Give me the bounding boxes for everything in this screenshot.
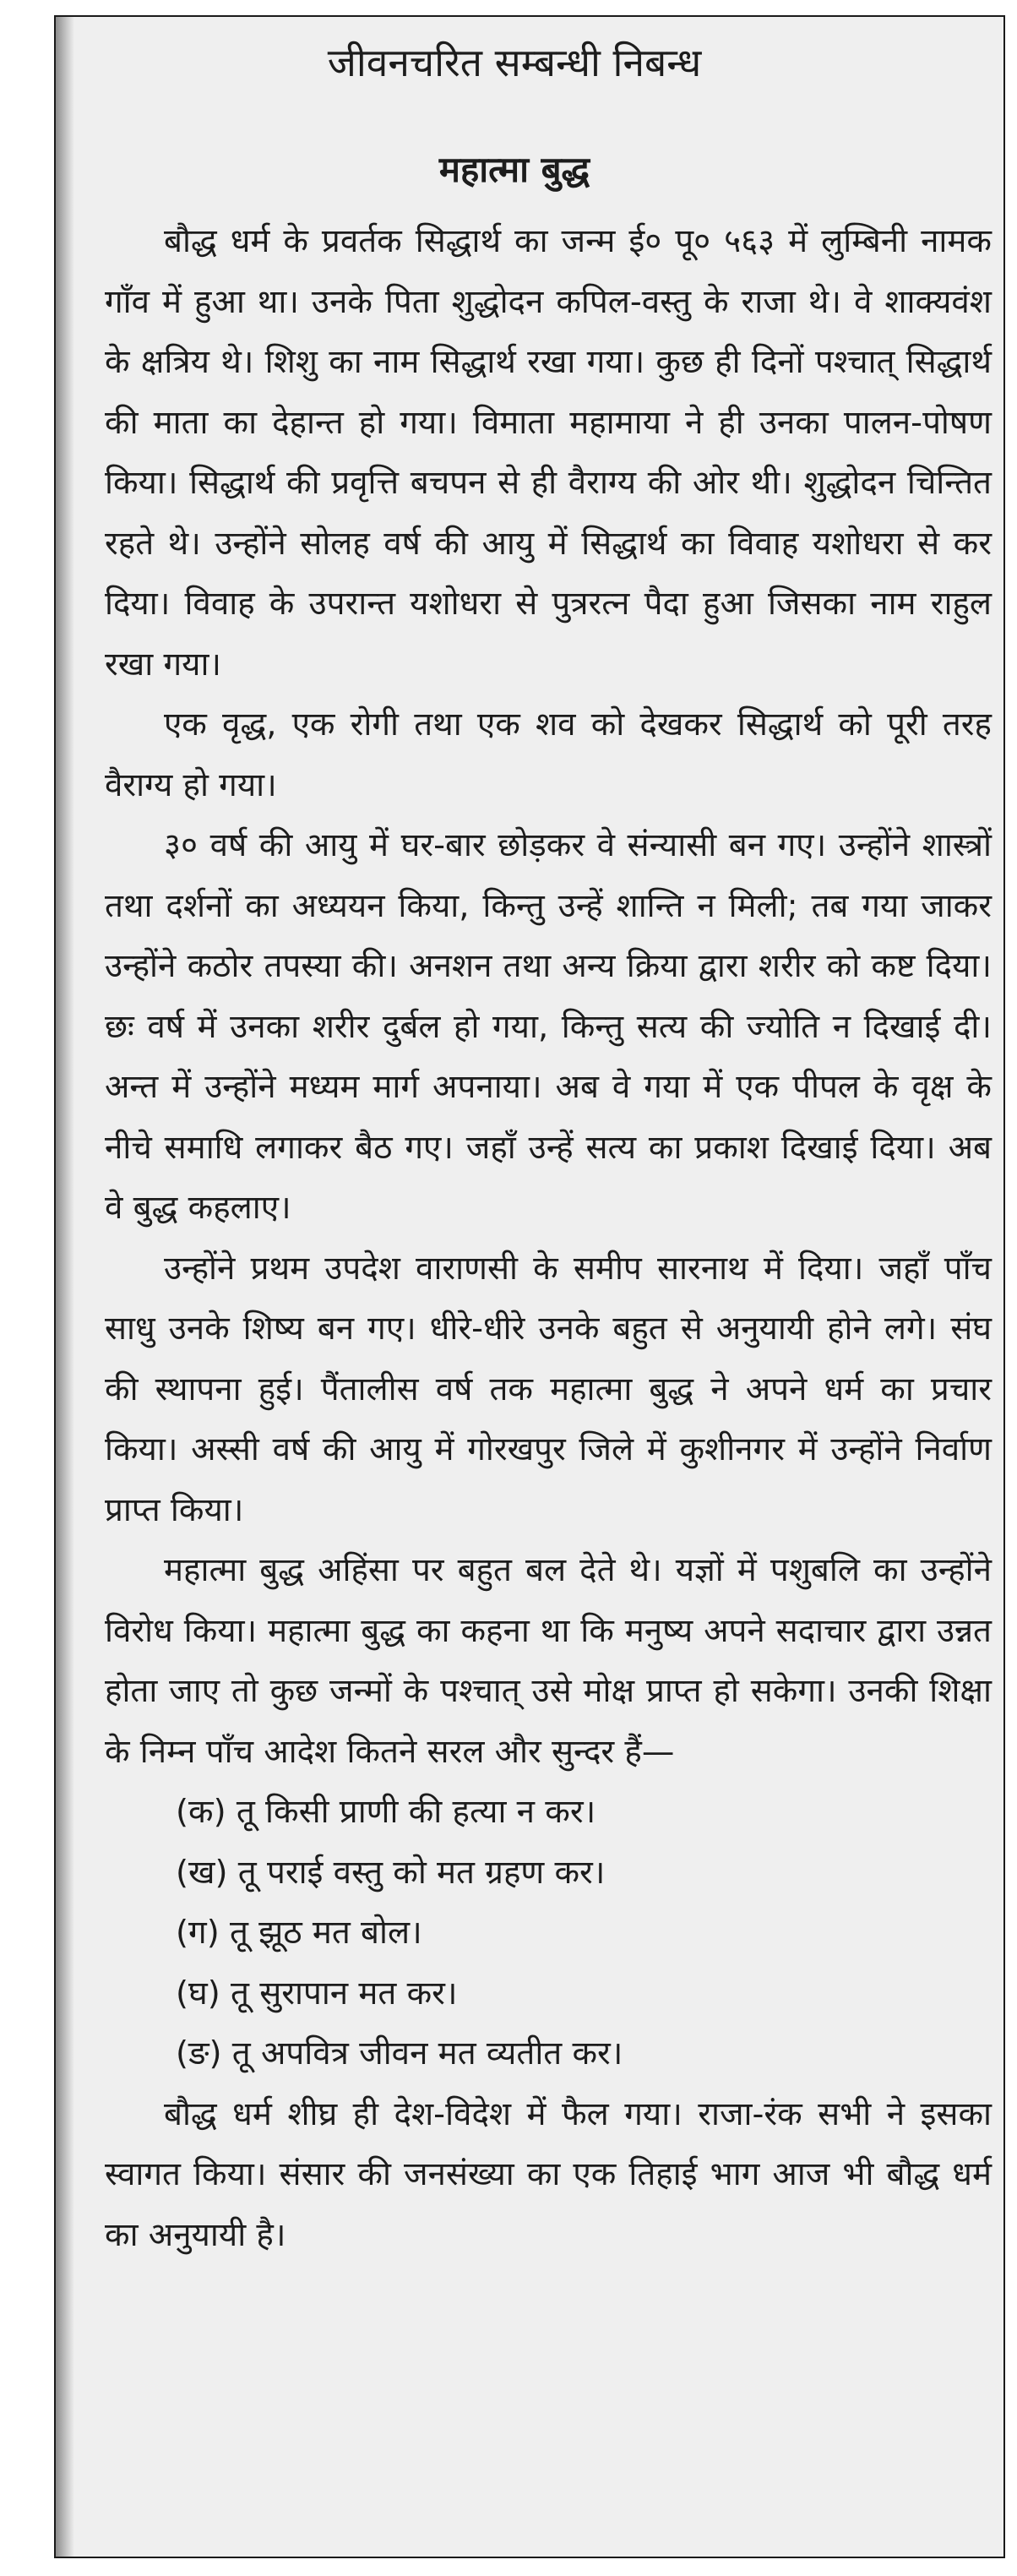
scanned-page [54, 15, 1005, 2558]
list-item: (ग) तू झूठ मत बोल। [176, 1914, 422, 1952]
essay-page [105, 35, 992, 2265]
paragraph-enlightenment: ३० वर्ष की आयु में घर-बार छोड़कर वे संन्यासी बन गए। उन्होंने शास्त्रों तथा दर्शनों का अध्ययन किया, किन्तु उन्हें शान्ति न मिली; तब गया जाकर उन्होंने कठोर तपस्या की। अनशन तथा अन्य क्रिया द्वारा शरीर को कष्ट दिया। छः वर्ष में उनका शरीर दुर्बल हो गया, किन्तु सत्य की ज्योति न दिखाई दी। अन्त में उन्होंने मध्यम मार्ग अपनाया। अब वे गया में एक पीपल के वृक्ष के नीचे समाधि लगाकर बैठ गए। जहाँ उन्हें सत्य का प्रकाश दिखाई दिया। अब वे बुद्ध कहलाए। [105, 826, 992, 1227]
section-heading: जीवनचरित सम्बन्धी निबन्ध [327, 40, 702, 85]
paragraph-closing: बौद्ध धर्म शीघ्र ही देश-विदेश में फैल गया। राजा-रंक सभी ने इसका स्वागत किया। संसार की जनसंख्या का एक तिहाई भाग आज भी बौद्ध धर्म का अनुयायी है। [105, 2094, 992, 2254]
paragraph-renunciation: एक वृद्ध, एक रोगी तथा एक शव को देखकर सिद्धार्थ को पूरी तरह वैराग्य हो गया। [105, 705, 992, 804]
list-item: (ख) तू पराई वस्तु को मत ग्रहण कर। [176, 1853, 606, 1892]
paragraph-birth: बौद्ध धर्म के प्रवर्तक सिद्धार्थ का जन्म ई० पू० ५६३ में लुम्बिनी नामक गाँव में हुआ था। उनके पिता शुद्धोदन कपिल-वस्तु के राजा थे। वे शाक्यवंश के क्षत्रिय थे। शिशु का नाम सिद्धार्थ रखा गया। कुछ ही दिनों पश्चात् सिद्धार्थ की माता का देहान्त हो गया। विमाता महामाया ने ही उनका पालन-पोषण किया। सिद्धार्थ की प्रवृत्ति बचपन से ही वैराग्य की ओर थी। शुद्धोदन चिन्तित रहते थे। उन्होंने सोलह वर्ष की आयु में सिद्धार्थ का विवाह यशोधरा से कर दिया। विवाह के उपरान्त यशोधरा से पुत्ररत्न पैदा हुआ जिसका नाम राहुल रखा गया। [105, 222, 992, 683]
paragraph-teachings: महात्मा बुद्ध अहिंसा पर बहुत बल देते थे। यज्ञों में पशुबलि का उन्होंने विरोध किया। महात्मा बुद्ध का कहना था कि मनुष्य अपने सदाचार द्वारा उन्नत होता जाए तो कुछ जन्मों के पश्चात् उसे मोक्ष प्राप्त हो सकेगा। उनकी शिक्षा के निम्न पाँच आदेश कितने सरल और सुन्दर हैं— [105, 1551, 992, 1771]
paragraph-preaching: उन्होंने प्रथम उपदेश वाराणसी के समीप सारनाथ में दिया। जहाँ पाँच साधु उनके शिष्य बन गए। धीरे-धीरे उनके बहुत से अनुयायी होने लगे। संघ की स्थापना हुई। पैंतालीस वर्ष तक महात्मा बुद्ध ने अपने धर्म का प्रचार किया। अस्सी वर्ष की आयु में गोरखपुर जिले में कुशीनगर में उन्होंने निर्वाण प्राप्त किया। [105, 1249, 992, 1529]
list-item: (ङ) तू अपवित्र जीवन मत व्यतीत कर। [176, 2034, 623, 2072]
list-item: (क) तू किसी प्राणी की हत्या न कर। [176, 1793, 596, 1831]
list-item: (घ) तू सुरापान मत कर। [176, 1974, 458, 2012]
binding-shadow [56, 17, 74, 2557]
essay-title: महात्मा बुद्ध [438, 149, 590, 190]
commandments-list [105, 1782, 992, 2084]
